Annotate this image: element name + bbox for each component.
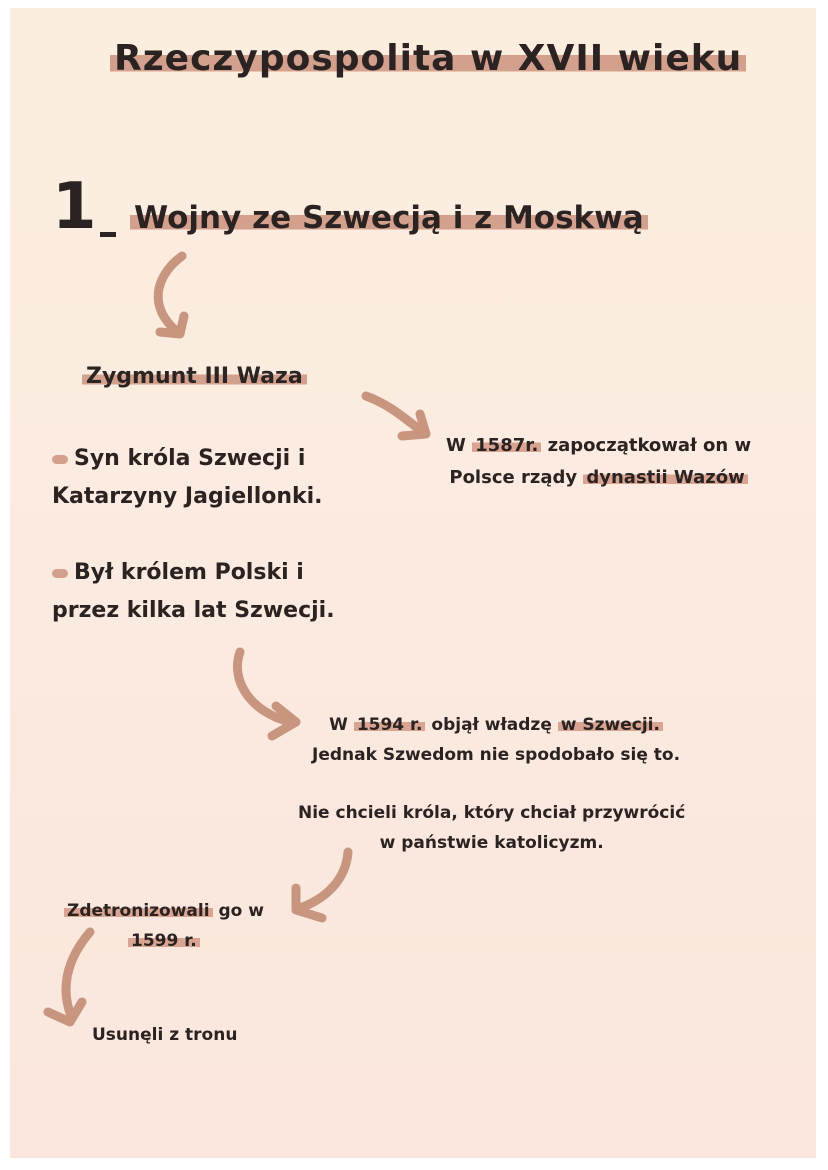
- note-removed: Usunęli z tronu: [92, 1025, 238, 1045]
- fact-reign-line1: Był królem Polski i: [52, 554, 335, 592]
- fact-parentage: [52, 440, 323, 516]
- note-catholic: [298, 798, 685, 858]
- note-catholic-line1: Nie chcieli króla, który chciał przywrócić: [298, 803, 686, 823]
- fact-reign: [52, 554, 335, 630]
- sweden-highlight: w Szwecji.: [558, 715, 663, 735]
- note-sweden-line1: W 1594 r. objął władzę w Szwecji.: [312, 710, 680, 740]
- fact-reign-line2: przez kilka lat Szwecji.: [52, 598, 335, 623]
- page-title: [110, 38, 746, 79]
- arrow-to-dynasty: [366, 396, 426, 436]
- note-sweden: [312, 710, 680, 770]
- arrow-to-sweden: [237, 652, 296, 736]
- fact-parentage-line1: Syn króla Szwecji i: [52, 440, 323, 478]
- note-dynasty-line1: W 1587r. zapoczątkował on w: [446, 435, 752, 456]
- note-dethroned-line1: Zdetronizowali go w: [64, 896, 264, 926]
- arrow-to-dethroned: [296, 852, 348, 918]
- dethroned-highlight: Zdetronizowali: [64, 901, 213, 921]
- year-1594: 1594 r.: [354, 715, 426, 735]
- note-dynasty: [446, 430, 751, 494]
- note-dynasty-line2: Polsce rządy dynastii Wazów: [446, 462, 751, 494]
- section-number: 1: [52, 170, 97, 244]
- arrow-to-king: [158, 256, 184, 334]
- bullet-dot: [52, 455, 68, 464]
- note-dethroned: [64, 896, 264, 956]
- section-title: [130, 200, 648, 236]
- note-dethroned-line2: [64, 926, 264, 956]
- dynasty-name: dynastii Wazów: [583, 467, 747, 488]
- king-name-text: Zygmunt III Waza: [82, 364, 307, 389]
- year-1587: 1587r.: [472, 435, 541, 456]
- page-title-text: Rzeczypospolita w XVII wieku: [110, 38, 746, 79]
- king-name: [82, 364, 307, 389]
- note-sweden-line2: Jednak Szwedom nie spodobało się to.: [312, 745, 681, 765]
- year-1599: 1599 r.: [128, 931, 200, 951]
- note-catholic-line2: w państwie katolicyzm.: [379, 833, 604, 853]
- section-title-text: Wojny ze Szwecją i z Moskwą: [130, 200, 648, 236]
- section-number-dash: [100, 232, 116, 237]
- bullet-dot: [52, 569, 68, 578]
- fact-parentage-line2: Katarzyny Jagiellonki.: [52, 484, 323, 509]
